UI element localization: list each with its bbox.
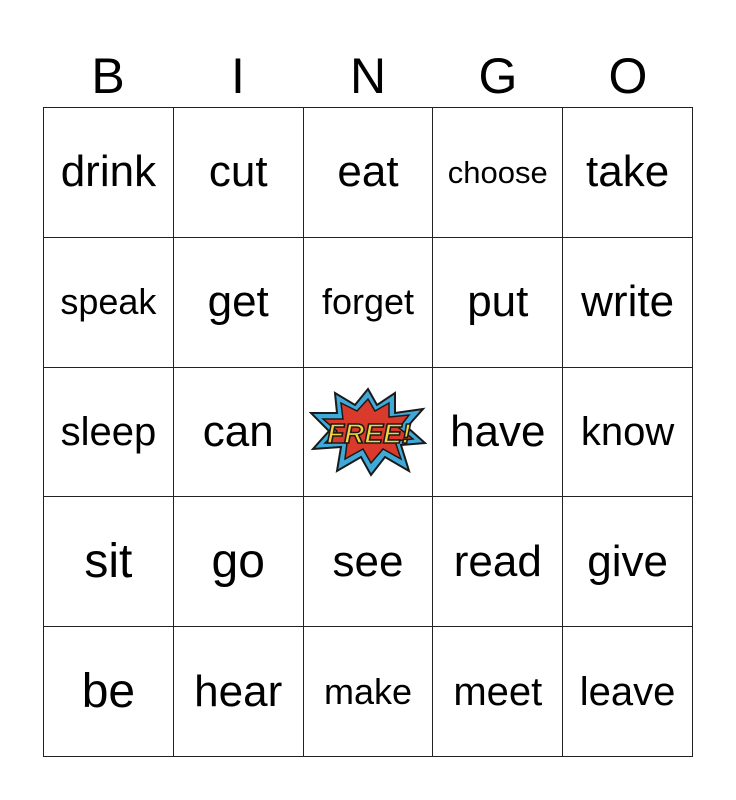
bingo-cell[interactable] — [433, 497, 563, 627]
bingo-cell[interactable] — [44, 108, 174, 238]
header-letter-b: B — [91, 48, 125, 104]
cell-word: be — [81, 664, 136, 718]
cell-word: read — [453, 536, 542, 586]
free-burst-graphic — [309, 387, 427, 477]
cell-word: give — [587, 536, 668, 586]
cell-word: can — [202, 406, 274, 456]
header-letter-o: O — [608, 48, 648, 104]
cell-word: make — [323, 670, 412, 712]
cell-word: know — [580, 409, 675, 454]
free-space-label: FREE! — [326, 417, 411, 449]
bingo-cell[interactable] — [174, 238, 304, 368]
cell-word: take — [586, 147, 670, 197]
cell-word: cut — [208, 147, 268, 197]
cell-word: see — [332, 536, 404, 586]
bingo-cell[interactable] — [433, 108, 563, 238]
cell-word: get — [207, 277, 269, 327]
bingo-cell[interactable] — [563, 108, 693, 238]
header-letter-n: N — [349, 48, 387, 104]
header-letter-g: G — [478, 48, 518, 104]
bingo-cell[interactable] — [304, 238, 434, 368]
cell-word: speak — [60, 281, 157, 323]
bingo-cell[interactable] — [433, 627, 563, 757]
bingo-cell[interactable] — [563, 497, 693, 627]
bingo-cell[interactable] — [433, 368, 563, 498]
bingo-cell[interactable] — [304, 627, 434, 757]
bingo-cell[interactable] — [174, 497, 304, 627]
bingo-cell[interactable] — [174, 627, 304, 757]
bingo-header — [43, 44, 693, 108]
cell-word: forget — [321, 281, 415, 323]
cell-word: hear — [194, 666, 283, 716]
cell-word: sit — [84, 534, 133, 588]
cell-word: go — [211, 534, 265, 588]
bingo-cell[interactable] — [563, 368, 693, 498]
bingo-cell[interactable] — [433, 238, 563, 368]
cell-word: eat — [337, 147, 399, 197]
bingo-cell[interactable] — [304, 108, 434, 238]
bingo-cell[interactable] — [44, 497, 174, 627]
cell-word: leave — [579, 669, 676, 714]
cell-word: sleep — [60, 409, 157, 454]
bingo-cell[interactable] — [563, 238, 693, 368]
bingo-cell[interactable] — [44, 238, 174, 368]
bingo-cell[interactable] — [174, 368, 304, 498]
bingo-cell[interactable] — [44, 368, 174, 498]
free-space-burst-icon — [309, 387, 427, 477]
bingo-cell[interactable] — [44, 627, 174, 757]
cell-word: choose — [447, 154, 548, 190]
bingo-cell[interactable] — [174, 108, 304, 238]
header-letter-i: I — [231, 48, 245, 104]
cell-word: have — [450, 406, 546, 456]
cell-word: drink — [60, 147, 157, 197]
free-space-cell[interactable] — [304, 368, 434, 498]
bingo-board — [43, 107, 693, 757]
cell-word: write — [581, 277, 675, 327]
cell-word: meet — [453, 669, 543, 714]
cell-word: put — [467, 277, 529, 327]
bingo-cell[interactable] — [563, 627, 693, 757]
bingo-cell[interactable] — [304, 497, 434, 627]
